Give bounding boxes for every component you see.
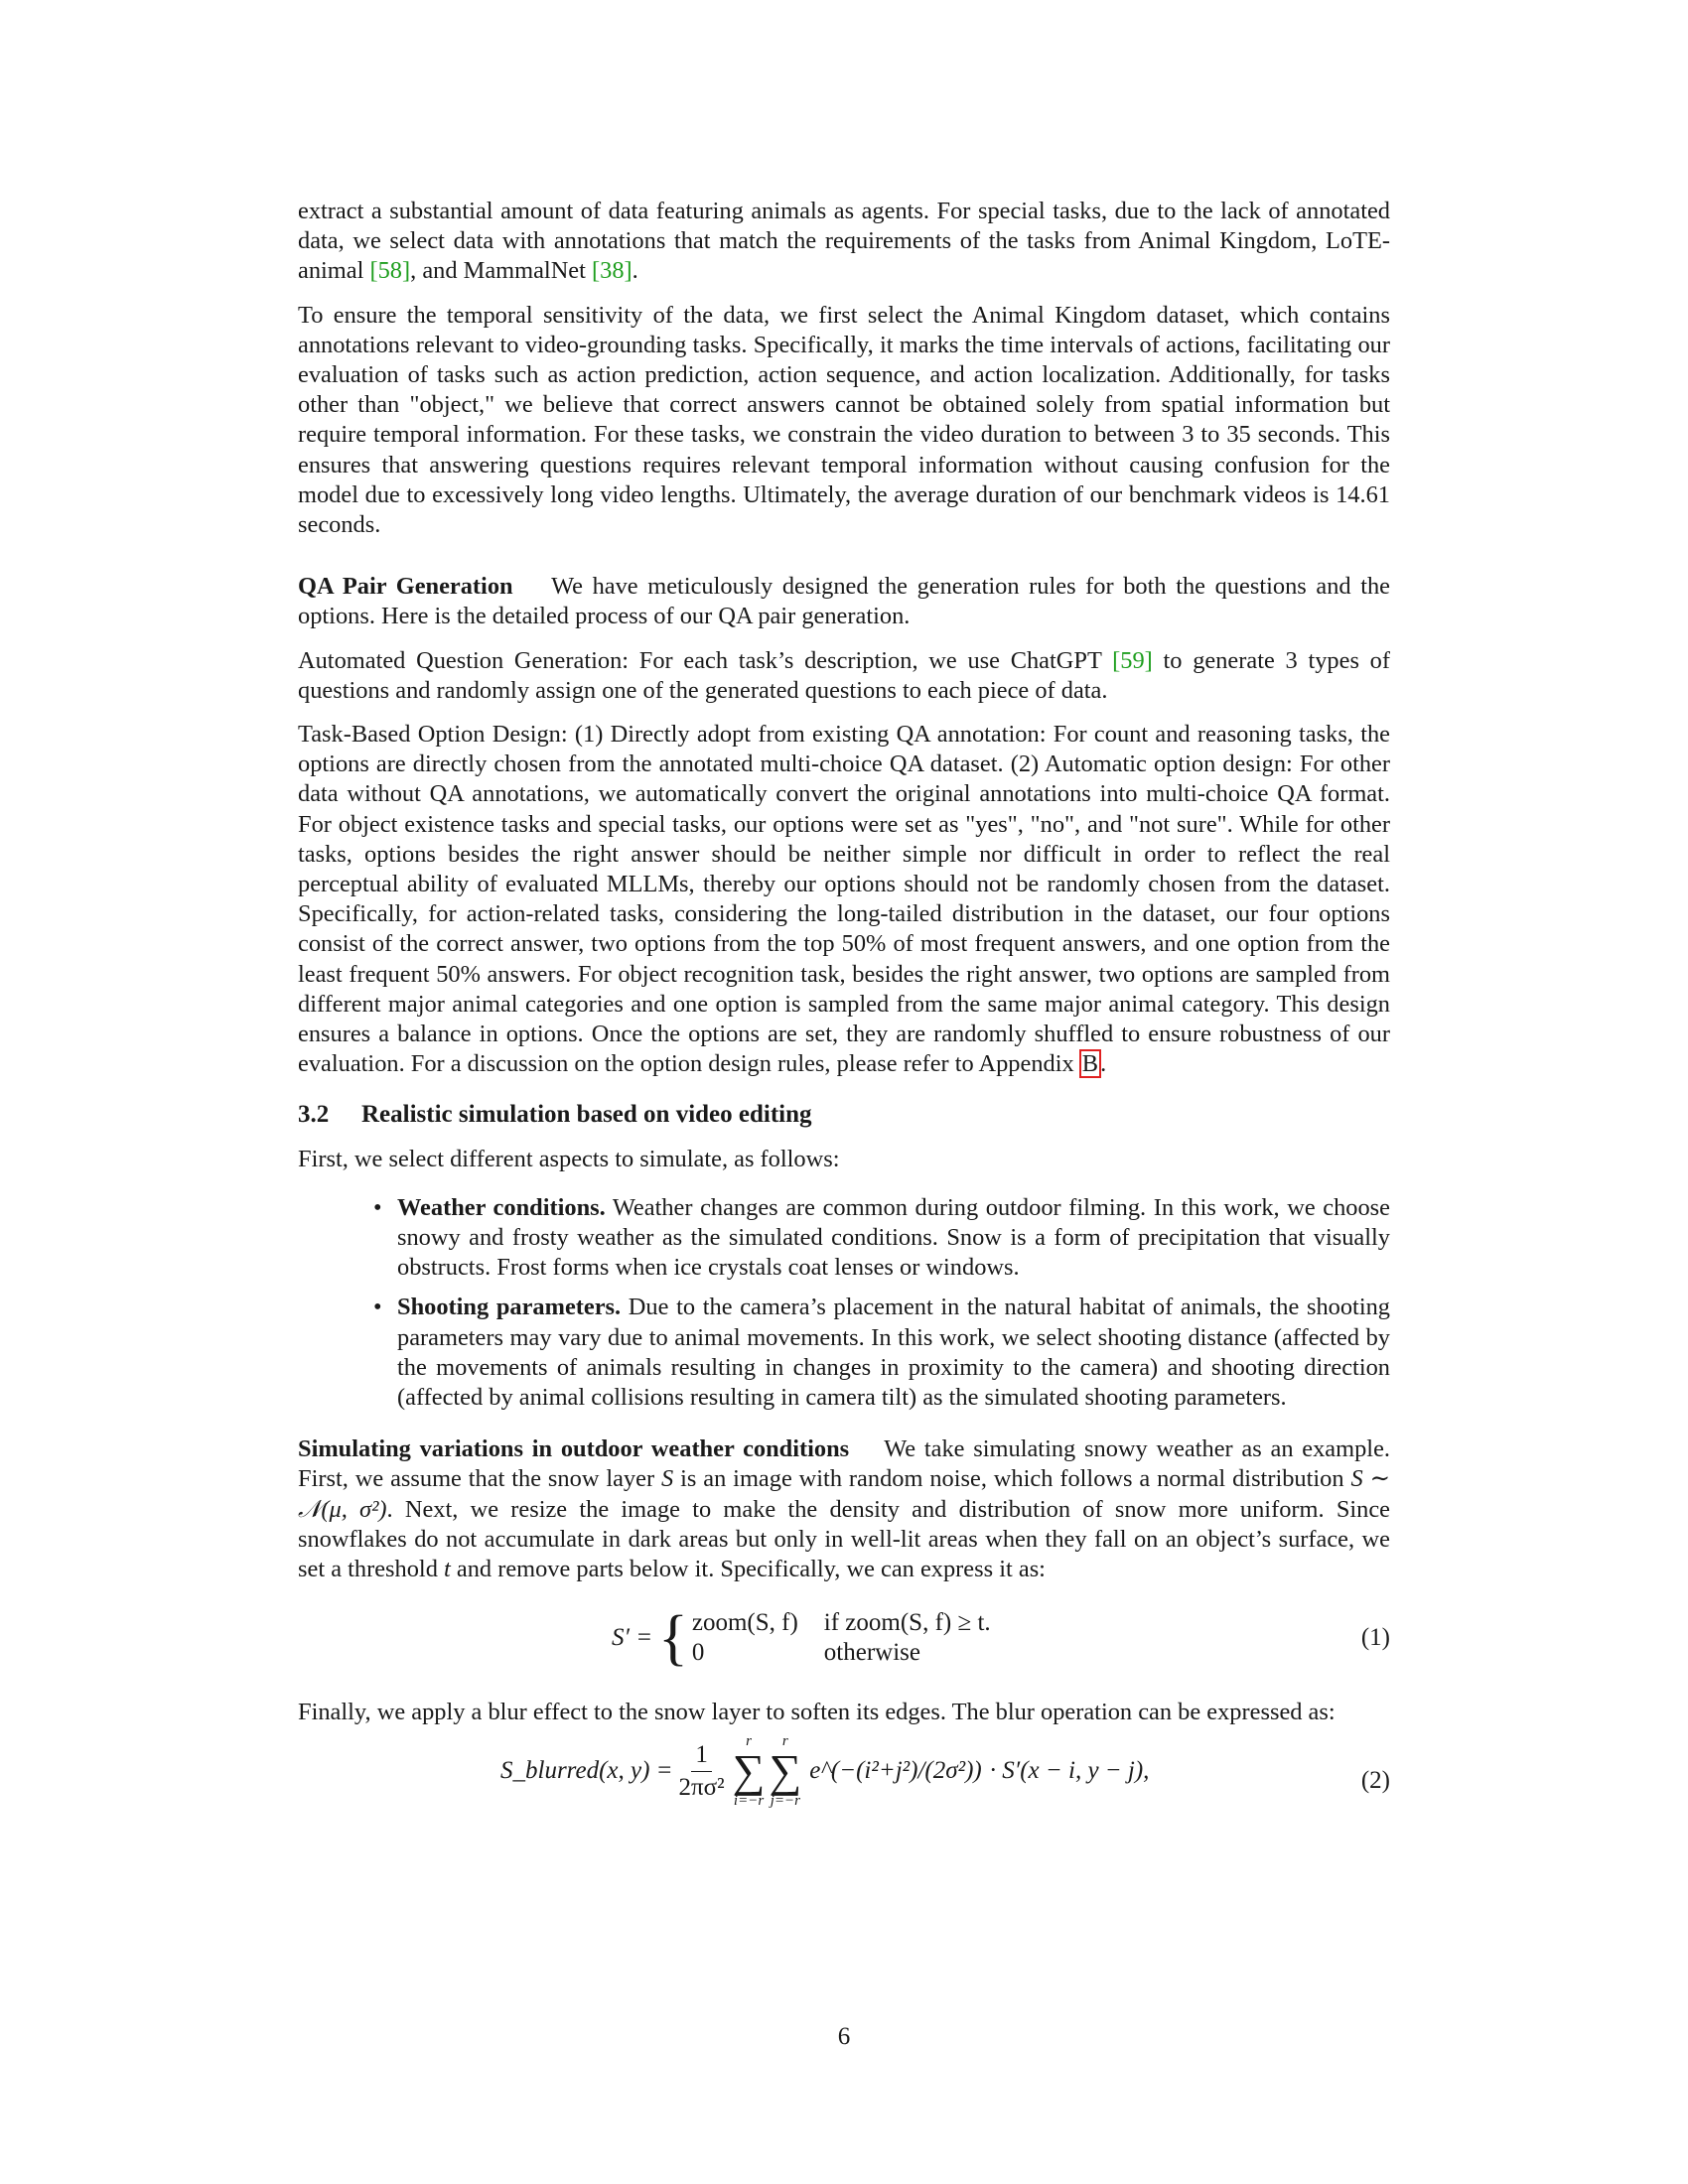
fraction-denominator: 2πσ² bbox=[678, 1773, 725, 1801]
sum-lower: j=−r bbox=[770, 1793, 800, 1810]
eq2-exponential: e^(−(i²+j²)/(2σ²)) bbox=[809, 1757, 982, 1785]
text-run: . bbox=[1100, 1050, 1107, 1078]
text-run: is an image with random noise, which follows a normal distribution bbox=[673, 1465, 1351, 1493]
left-brace-icon: { bbox=[658, 1604, 688, 1673]
eq1-lhs: S′ = bbox=[612, 1624, 653, 1652]
run-in-heading-simulating: Simulating variations in outdoor weather conditions bbox=[298, 1435, 850, 1463]
section-title: Realistic simulation based on video editing bbox=[361, 1101, 812, 1129]
paragraph-data-sources bbox=[298, 197, 1390, 287]
text-run: extract a substantial amount of data featuring animals as agents. For special tasks, due to the lack of annotated data, we select data with annotations that match the requirements of the tasks from Animal Kingdom, LoTE-animal bbox=[298, 198, 1390, 285]
sum-operator bbox=[733, 1733, 766, 1809]
sum-upper: r bbox=[781, 1733, 788, 1750]
section-heading bbox=[298, 1101, 1390, 1129]
list-item-head: Weather conditions. bbox=[397, 1193, 606, 1221]
math-symbol: t bbox=[444, 1555, 451, 1582]
equation-2 bbox=[298, 1731, 1390, 1827]
bullet-icon: • bbox=[373, 1294, 382, 1321]
paragraph-automated-question bbox=[298, 646, 1390, 706]
sum-upper: r bbox=[746, 1733, 752, 1750]
list-item-head: Shooting parameters. bbox=[397, 1294, 622, 1321]
bullet-icon: • bbox=[373, 1193, 382, 1221]
math-normal-dist: S ∼ 𝒩(μ, σ²) bbox=[298, 1465, 1390, 1523]
text-run: . Next, we resize the image to make the density and distribution of snow more uniform. Since snowflakes do not accumulate in dark areas but only in well-lit areas when they fall on an object’s surface, we set a threshold bbox=[298, 1495, 1391, 1582]
section-number: 3.2 bbox=[298, 1101, 330, 1129]
list-item-text: Due to the camera’s placement in the natural habitat of animals, the shooting parameters may vary due to animal movements. In this work, we select shooting distance (affected by the movements of animals resulting in changes in proximity to the camera) and shooting direction (affected by animal collisions resulting in camera tilt) as the simulated shooting parameters. bbox=[397, 1294, 1390, 1411]
paragraph-aspects-intro: First, we select different aspects to simulate, as follows: bbox=[298, 1146, 840, 1173]
paper-page bbox=[298, 197, 1390, 1846]
text-run: Task-Based Option Design: (1) Directly adopt from existing QA annotation: For count and reasoning tasks, the options are directly chosen from the annotated multi-choice QA dataset. (2) Automatic option design: For other data without QA annotations, we automatically convert the original annotations into multi-choice QA format. For object existence tasks and special tasks, our options were set as "yes", "no", and "not sure". While for other tasks, options besides the right answer should be neither simple nor difficult in order to reflect the real perceptual ability of evaluated MLLMs, thereby our options should not be randomly chosen from the dataset. Specifically, for action-related tasks, considering the long-tailed distribution in the dataset, our four options consist of the correct answer, two options from the top 50% of most frequent answers, and one option from the least frequent 50% answers. For object recognition task, besides the right answer, two options are sampled from different major animal categories and one option is sampled from the same major animal category. This design ensures a balance in options. Once the options are set, they are randomly shuffled to ensure robustness of our evaluation. For a discussion on the option design rules, please refer to Appendix bbox=[298, 721, 1390, 1078]
paragraph-weather-simulation bbox=[298, 1434, 1390, 1584]
text-run: , and MammalNet bbox=[410, 257, 593, 285]
equation-number: (2) bbox=[1360, 1767, 1390, 1795]
eq2-lhs: S_blurred(x, y) = bbox=[500, 1757, 673, 1785]
text-run: We take simulating snowy weather as an example. First, we assume that the snow layer bbox=[298, 1435, 1390, 1493]
text-run: Automated Question Generation: For each task’s description, we use ChatGPT bbox=[298, 646, 1113, 674]
paragraph-qa-pair-generation bbox=[298, 572, 1390, 631]
list-item bbox=[298, 1193, 1390, 1284]
page-number: 6 bbox=[837, 2023, 851, 2050]
citation-38[interactable]: [38] bbox=[592, 257, 633, 285]
sum-lower: i=−r bbox=[733, 1793, 765, 1810]
aspect-list bbox=[298, 1193, 1390, 1413]
text-run: We have meticulously designed the generation rules for both the questions and the options. Here is the detailed process of our QA pair generation. bbox=[298, 573, 1391, 630]
paragraph-option-design bbox=[298, 720, 1390, 1079]
text-run: and remove parts below it. Specifically, we can express it as: bbox=[450, 1555, 1046, 1582]
appendix-link[interactable]: B bbox=[1081, 1050, 1099, 1078]
fraction-numerator: 1 bbox=[691, 1739, 712, 1772]
math-symbol: S bbox=[660, 1465, 674, 1493]
sigma-icon: ∑ bbox=[769, 1745, 802, 1797]
text-run: to generate 3 types of questions and randomly assign one of the generated questions to each piece of data. bbox=[298, 646, 1390, 704]
paragraph-temporal-sensitivity: To ensure the temporal sensitivity of the data, we first select the Animal Kingdom dataset, which contains annotations relevant to video-grounding tasks. Specifically, it marks the time intervals of actions, facilitating our evaluation of tasks such as action prediction, action sequence, and action localization. Additionally, for tasks other than "object," we believe that correct answers cannot be obtained solely from spatial information but require temporal information. For these tasks, we constrain the video duration to between 3 to 35 seconds. This ensures that answering questions requires relevant temporal information without causing confusion for the model due to excessively long video lengths. Ultimately, the average duration of our benchmark videos is 14.61 seconds. bbox=[298, 301, 1390, 539]
eq1-cond1: if zoom(S, f) ≥ t. bbox=[823, 1609, 991, 1637]
citation-58[interactable]: [58] bbox=[369, 257, 411, 285]
paragraph-blur: Finally, we apply a blur effect to the snow layer to soften its edges. The blur operation can be expressed as: bbox=[298, 1699, 1336, 1726]
citation-59[interactable]: [59] bbox=[1112, 646, 1153, 674]
text-run: . bbox=[632, 257, 638, 285]
list-item-text: Weather changes are common during outdoor filming. In this work, we choose snowy and frosty weather as the simulated conditions. Snow is a form of precipitation that visually obstructs. Frost forms when ice crystals coat lenses or windows. bbox=[397, 1193, 1390, 1282]
sigma-icon: ∑ bbox=[732, 1745, 766, 1797]
equation-number: (1) bbox=[1360, 1624, 1390, 1652]
eq1-case2: 0 bbox=[691, 1639, 705, 1667]
equation-1 bbox=[298, 1598, 1390, 1678]
sum-operator bbox=[769, 1733, 801, 1809]
run-in-heading-qa: QA Pair Generation bbox=[298, 573, 513, 601]
eq1-cond2: otherwise bbox=[823, 1639, 920, 1667]
eq2-fraction bbox=[679, 1739, 725, 1804]
eq1-case1: zoom(S, f) bbox=[691, 1609, 798, 1637]
eq2-rest: · S′(x − i, y − j), bbox=[989, 1757, 1150, 1785]
list-item bbox=[298, 1293, 1390, 1413]
